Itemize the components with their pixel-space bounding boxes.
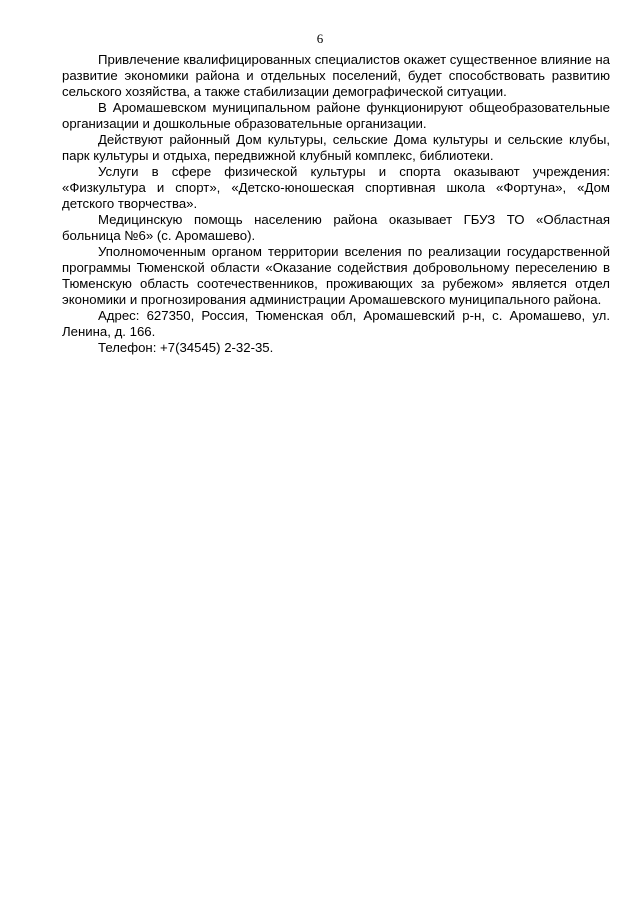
paragraph-medical: Медицинскую помощь населению района оказывает ГБУЗ ТО «Областная больница №6» (с. Аромашево).: [62, 212, 610, 243]
paragraph-phone: Телефон: +7(34545) 2-32-35.: [98, 340, 274, 355]
paragraph-culture: Действуют районный Дом культуры, сельские Дома культуры и сельские клубы, парк культуры и отдыха, передвижной клубный комплекс, библиотеки.: [62, 132, 610, 163]
document-body: [62, 52, 610, 356]
paragraph-education: В Аромашевском муниципальном районе функционируют общеобразовательные организации и дошкольные образовательные организации.: [62, 100, 610, 131]
page-number: 6: [316, 31, 324, 46]
paragraph-specialists: Привлечение квалифицированных специалистов окажет существенное влияние на развитие экономики района и отдельных поселений, будет способствовать развитию сельского хозяйства, а также стабилизации демографической ситуации.: [62, 52, 610, 99]
paragraph-authority: Уполномоченным органом территории вселения по реализации государственной программы Тюменской области «Оказание содействия добровольному переселению в Тюменскую область соотечественников, проживающих за рубежом» является отдел экономики и прогнозирования администрации Аромашевского муниципального района.: [62, 244, 610, 307]
paragraph-address: Адрес: 627350, Россия, Тюменская обл, Аромашевский р-н, с. Аромашево, ул. Ленина, д. 166.: [62, 308, 610, 339]
paragraph-sports: Услуги в сфере физической культуры и спорта оказывают учреждения: «Физкультура и спорт», «Детско-юношеская спортивная школа «Фортуна», «Дом детского творчества».: [62, 164, 610, 211]
